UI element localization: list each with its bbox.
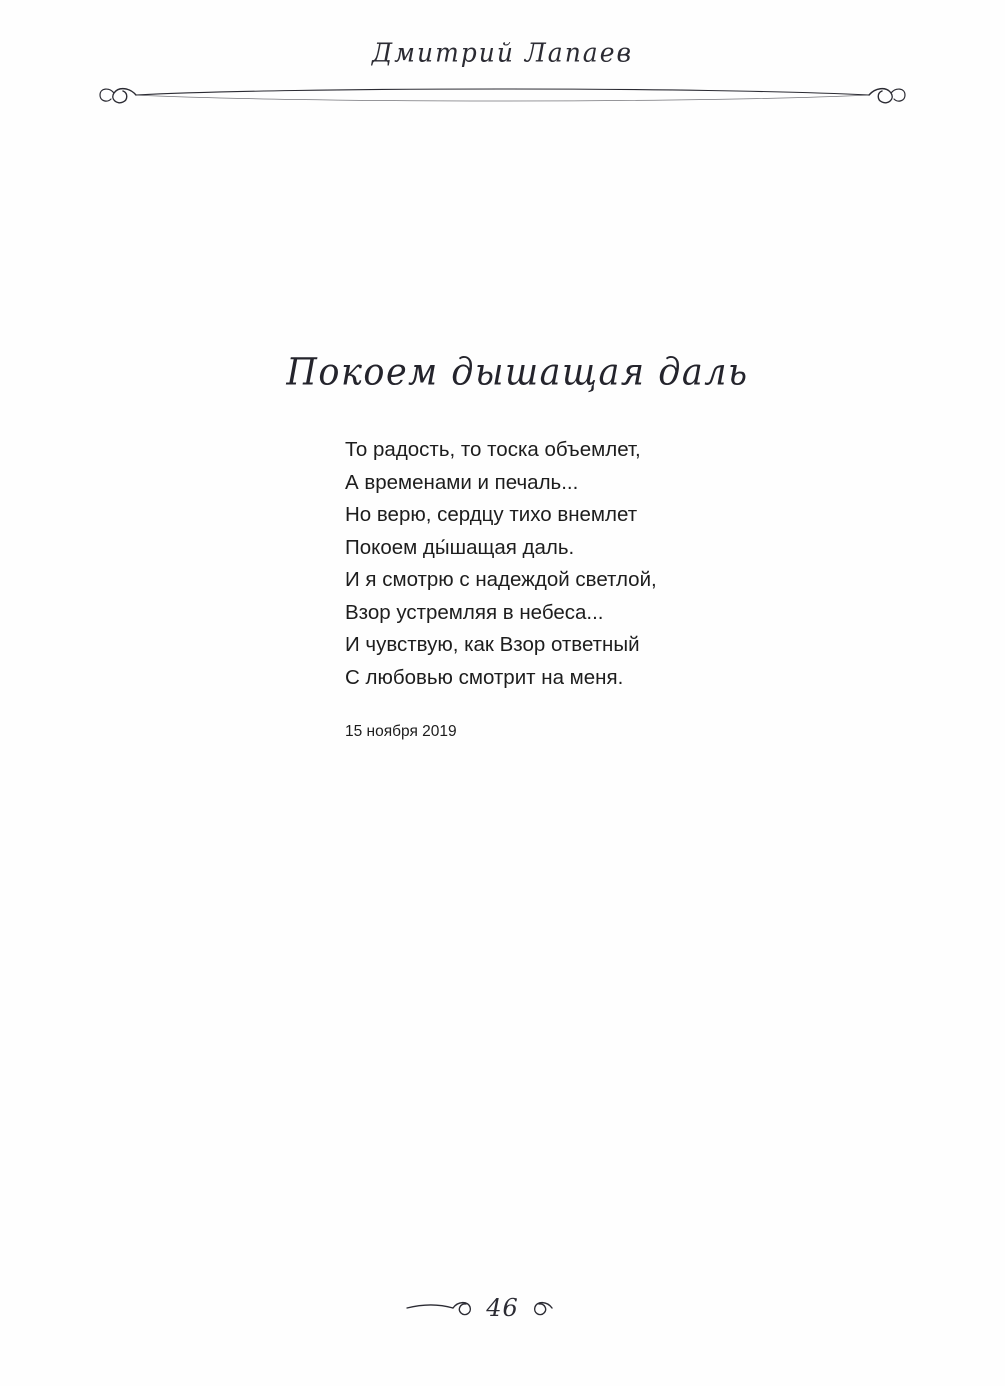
poem-block [0,352,1005,741]
poem-line: И я смотрю с надеждой светлой, [345,568,657,591]
header-rule-ornament [96,78,909,112]
poem-lines [0,434,1005,694]
swirl-ornament-right-icon [528,1296,600,1320]
poem-line: Но верю, сердцу тихо внемлет [345,503,638,526]
swirl-ornament-left-icon [405,1296,477,1320]
poem-line: Покоем ды́шащая даль. [345,535,575,559]
poem-line: То радость, то тоска объемлет, [345,438,641,461]
poem-title: Покоем дышащая даль [286,351,749,395]
poem-line: Взор устремляя в небеса... [345,600,604,624]
page-footer [0,1294,1005,1322]
poem-line: А временами и печаль... [345,470,579,494]
poem-date: 15 ноября 2019 [345,723,457,740]
running-head-author: Дмитрий Лапаев [371,37,634,68]
page-number: 46 [486,1294,519,1322]
running-head [0,38,1005,67]
poem-line: И чувствую, как Взор ответный [345,633,640,656]
poem-line: С любовью смотрит на меня. [345,665,624,689]
